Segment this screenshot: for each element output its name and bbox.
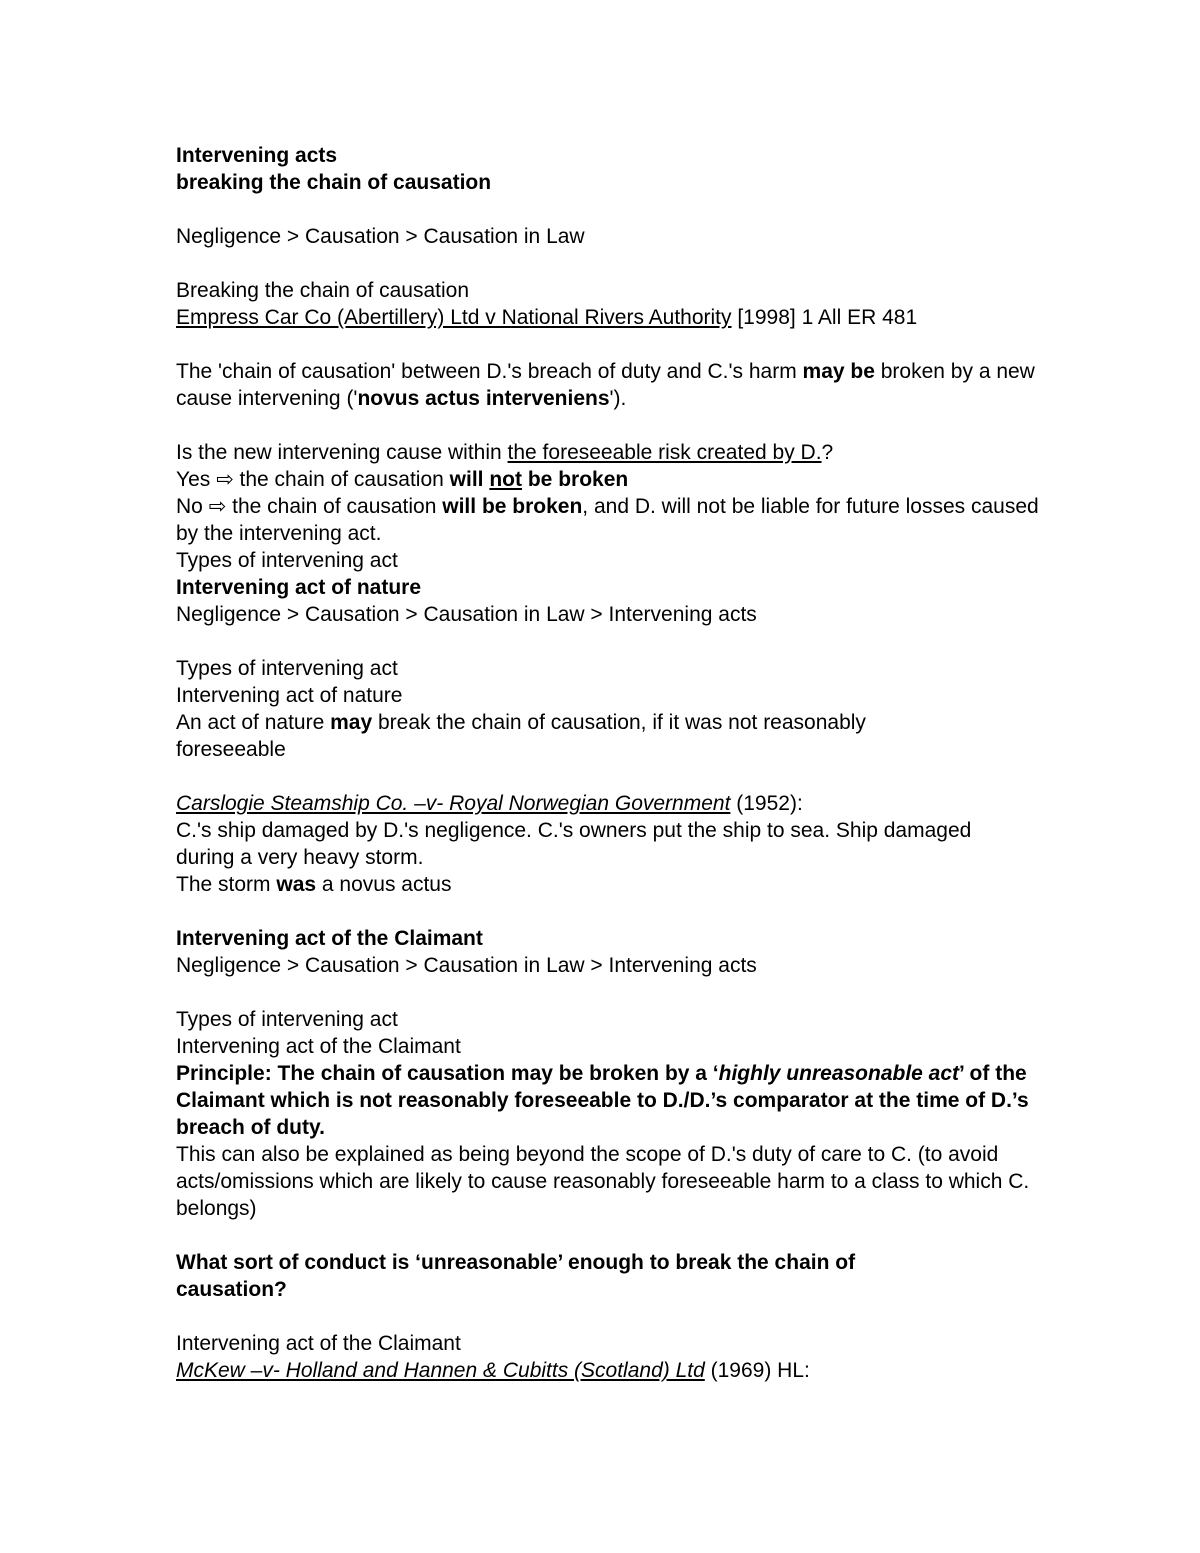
no-line: No ⇨ the chain of causation will be broken, and D. will not be liable for future losses caused by the intervening act.	[176, 495, 1039, 545]
types-label: Types of intervening act	[176, 549, 398, 572]
question-line: Is the new intervening cause within the foreseeable risk created by D.?	[176, 441, 834, 464]
case-name: Empress Car Co (Abertillery) Ltd v National Rivers Authority	[176, 306, 732, 329]
breadcrumb: Negligence > Causation > Causation in Law	[176, 225, 585, 248]
case-citation: [1998] 1 All ER 481	[731, 306, 918, 329]
types-label: Types of intervening act	[176, 1008, 398, 1031]
section-label: Breaking the chain of causation	[176, 279, 470, 302]
document-title: Intervening acts	[176, 144, 338, 167]
case-outcome: The storm was a novus actus	[176, 873, 452, 896]
section-heading: Intervening act of the Claimant	[176, 927, 483, 950]
case-name: McKew –v- Holland and Hannen & Cubitts (Scotland) Ltd	[176, 1359, 705, 1382]
paragraph: The 'chain of causation' between D.'s breach of duty and C.'s harm may be broken by a new cause intervening ('novus actus interveniens').	[176, 360, 1035, 410]
case-reference	[176, 304, 1066, 331]
sub-label: Intervening act of the Claimant	[176, 1332, 461, 1355]
document-subtitle: breaking the chain of causation	[176, 171, 492, 194]
breadcrumb: Negligence > Causation > Causation in Law > Intervening acts	[176, 954, 757, 977]
case-name: Carslogie Steamship Co. –v- Royal Norwegian Government	[176, 792, 731, 815]
document-page	[176, 142, 1066, 1384]
yes-line: Yes ⇨ the chain of causation will not be broken	[176, 468, 629, 491]
paragraph: An act of nature may break the chain of causation, if it was not reasonably foreseeable	[176, 711, 866, 761]
breadcrumb: Negligence > Causation > Causation in Law > Intervening acts	[176, 603, 757, 626]
sub-label: Intervening act of the Claimant	[176, 1035, 461, 1058]
sub-label: Intervening act of nature	[176, 684, 403, 707]
principle: Principle: The chain of causation may be broken by a ‘highly unreasonable act’ of the Claimant which is not reasonably foreseeable to D./D.’s comparator at the time of D.’s breach of duty.	[176, 1062, 1029, 1139]
question-heading: What sort of conduct is ‘unreasonable’ enough to break the chain of causation?	[176, 1251, 856, 1301]
types-label: Types of intervening act	[176, 657, 398, 680]
case-reference: Carslogie Steamship Co. –v- Royal Norwegian Government (1952):	[176, 792, 803, 815]
section-heading: Intervening act of nature	[176, 576, 422, 599]
case-reference: McKew –v- Holland and Hannen & Cubitts (Scotland) Ltd (1969) HL:	[176, 1359, 810, 1382]
explanation: This can also be explained as being beyond the scope of D.'s duty of care to C. (to avoid acts/omissions which are likely to cause reasonably foreseeable harm to a class to which C. belongs)	[176, 1143, 1030, 1220]
case-facts: C.'s ship damaged by D.'s negligence. C.'s owners put the ship to sea. Ship damaged during a very heavy storm.	[176, 819, 972, 869]
